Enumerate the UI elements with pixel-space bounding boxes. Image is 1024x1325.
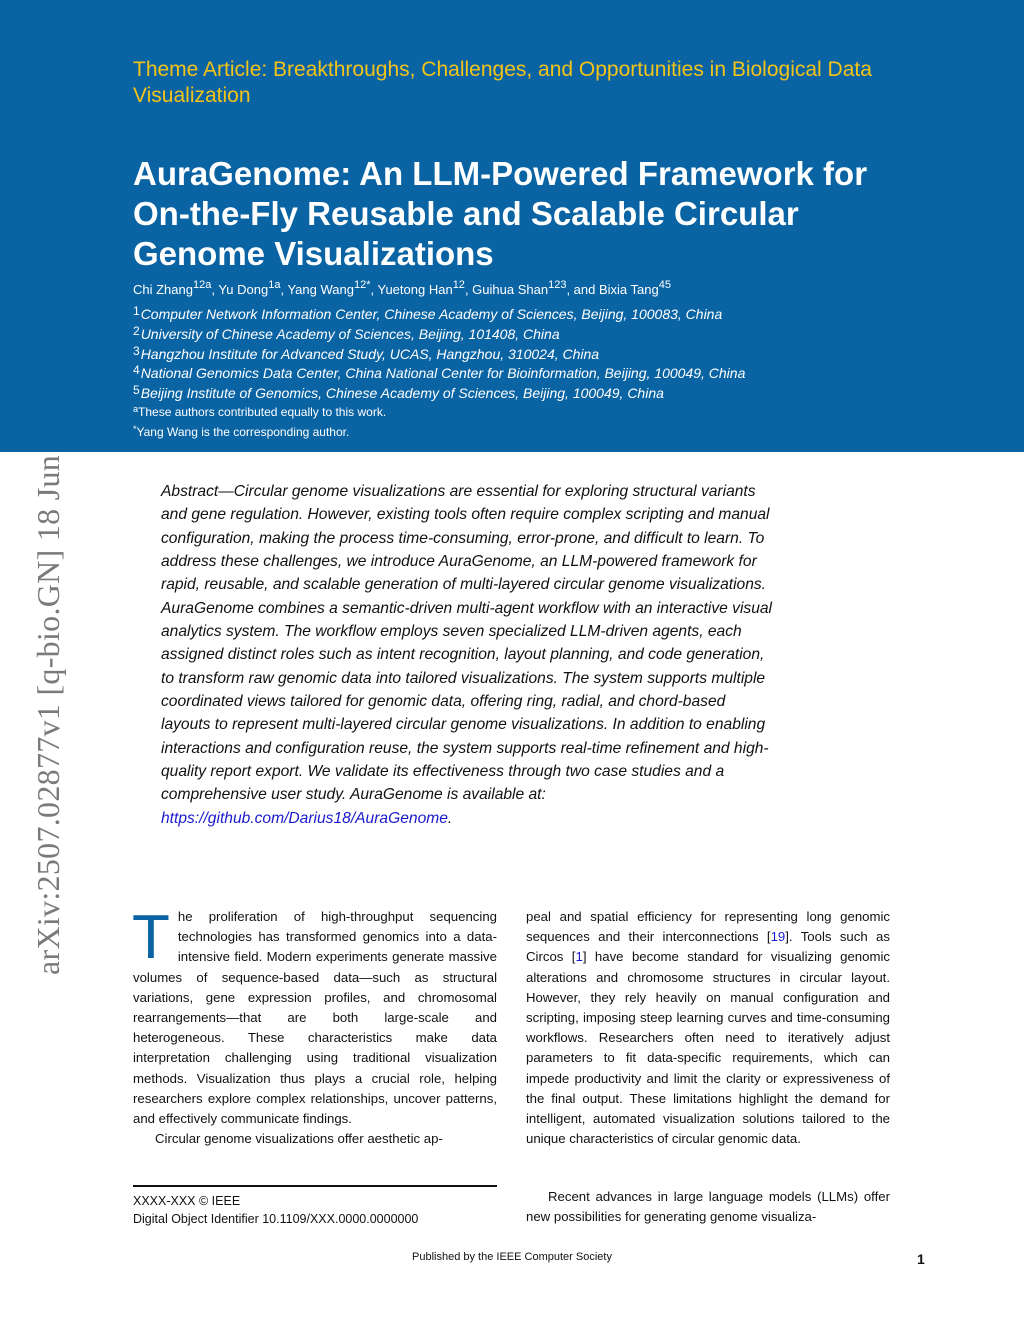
paragraph-text: he proliferation of high-throughput sequencing technologies has transformed genomics into a data-intensive field. Modern experiments generate massive volumes of sequence-based data—such as structural variations, gene expression profiles, and chromosomal rearrangements—that are both large-scale and heterogeneous. These characteristics make data interpretation challenging using traditional visualization methods. Visualization thus plays a crucial role, helping researchers explore complex relationships, uncover patterns, and effectively communicate findings. xyxy=(133,909,497,1127)
abstract-end: . xyxy=(447,809,453,827)
author-sup: 12* xyxy=(353,279,371,291)
citation-link[interactable]: 19 xyxy=(770,929,786,945)
author-sep: , xyxy=(211,282,219,297)
affiliation-text: National Genomics Data Center, China National Center for Bioinformation, Beijing, 100049, China xyxy=(140,365,746,382)
author-sep: , xyxy=(280,282,288,297)
affiliation-number: 3 xyxy=(133,343,140,358)
affiliation-number: 4 xyxy=(133,363,140,378)
github-link[interactable]: https://github.com/Darius18/AuraGenome xyxy=(161,809,448,827)
affiliation-number: 5 xyxy=(133,383,140,398)
arxiv-identifier: arXiv:2507.02877v1 [q-bio.GN] 18 Jun xyxy=(30,454,66,975)
affiliation xyxy=(133,382,953,402)
affiliation-text: Hangzhou Institute for Advanced Study, UCAS, Hangzhou, 310024, China xyxy=(140,345,600,362)
author-sup: 12 xyxy=(452,279,465,291)
citation-link[interactable]: 1 xyxy=(575,949,583,965)
affiliations xyxy=(133,303,953,402)
affiliation-text: Computer Network Information Center, Chinese Academy of Sciences, Beijing, 100083, China xyxy=(140,306,723,322)
footnote-rule xyxy=(133,1185,497,1187)
equal-contribution-note xyxy=(133,401,953,421)
copyright-block xyxy=(133,1192,418,1228)
author-sup: 1a xyxy=(268,279,281,291)
paragraph xyxy=(132,903,497,1129)
abstract xyxy=(161,480,777,830)
affiliation-text: Beijing Institute of Genomics, Chinese Academy of Sciences, Beijing, 100049, China xyxy=(140,385,664,402)
author-list xyxy=(133,279,953,298)
header-banner xyxy=(0,0,1024,452)
author-sep: , and xyxy=(566,282,599,297)
copyright-line: XXXX-XXX © IEEE xyxy=(133,1194,241,1208)
affiliation-number: 1 xyxy=(133,304,140,318)
affiliation xyxy=(133,323,953,343)
author-sep: , xyxy=(464,282,473,297)
paragraph-text: ] have become standard for visualizing genomic alterations and chromosome structures in circular layout. However, they rely heavily on manual configuration and scripting, imposing steep learning curves and time-consuming workflows. Researchers often need to iteratively adjust parameters to fit data-specific requirements, which can impede productivity and limit the clarity or expressiveness of the final output. These limitations highlight the demand for intelligent, automated visualization solutions tailored to the unique characteristics of circular genomic data. xyxy=(526,949,890,1147)
paragraph-text: peal and spatial efficiency for representing long genomic sequences and their interconnections [ xyxy=(526,909,890,945)
affiliation-number: 2 xyxy=(133,323,140,338)
corresponding-author-note xyxy=(133,421,953,441)
note-text: These authors contributed equally to this work. xyxy=(138,405,387,419)
affiliation-text: University of Chinese Academy of Sciences, Beijing, 101408, China xyxy=(140,325,560,342)
paragraph: Circular genome visualizations offer aesthetic ap- xyxy=(155,1131,443,1147)
author: Chi Zhang xyxy=(133,282,193,297)
affiliation xyxy=(133,362,953,382)
paragraph-text: ]. Tools such as Circos [ xyxy=(526,929,890,965)
body-column-left xyxy=(132,903,497,1149)
drop-cap: T xyxy=(132,903,170,972)
publisher-footer: Published by the IEEE Computer Society xyxy=(412,1251,612,1263)
paragraph xyxy=(526,907,890,1149)
author: Yuetong Han xyxy=(377,282,453,297)
affiliation xyxy=(133,343,953,363)
author-sep: , xyxy=(370,282,378,297)
body-column-right xyxy=(526,907,890,1149)
author-sup: 123 xyxy=(548,279,567,291)
note-text: Yang Wang is the corresponding author. xyxy=(136,425,350,439)
affiliation xyxy=(133,303,953,323)
paragraph: Recent advances in large language models (LLMs) offer new possibilities for generating genome visualiza- xyxy=(526,1189,890,1225)
author-sup: 45 xyxy=(658,279,671,291)
doi-line: Digital Object Identifier 10.1109/XXX.0000.0000000 xyxy=(133,1212,419,1226)
author: Bixia Tang xyxy=(598,282,659,297)
author: Guihua Shan xyxy=(472,282,549,297)
author-sup: 12a xyxy=(192,279,212,291)
page-number: 1 xyxy=(917,1251,925,1267)
paper-title: AuraGenome: An LLM-Powered Framework for On-the-Fly Reusable and Scalable Circular Genome Visualizations xyxy=(133,155,868,272)
author: Yu Dong xyxy=(218,282,269,297)
theme-line: Theme Article: Breakthroughs, Challenges, and Opportunities in Biological Data Visualization xyxy=(133,58,872,107)
abstract-text: Abstract—Circular genome visualizations are essential for exploring structural variants and gene regulation. However, existing tools often require complex scripting and manual configuration, making the process time-consuming, error-prone, and difficult to learn. To address these challenges, we introduce AuraGenome, an LLM-powered framework for rapid, reusable, and scalable generation of multi-layered circular genome visualizations. AuraGenome combines a semantic-driven multi-agent workflow with an interactive visual analytics system. The workflow employs seven specialized LLM-driven agents, each assigned distinct roles such as intent recognition, layout planning, and code generation, to transform raw genomic data into tailored visualizations. The system supports multiple coordinated views tailored for genomic data, offering ring, radial, and chord-based layouts to represent multi-layered circular genome visualizations. In addition to enabling interactions and configuration reuse, the system supports real-time refinement and high-quality report export. We validate its effectiveness through two case studies and a comprehensive user study. AuraGenome is available at: xyxy=(161,483,773,804)
note-mark: * xyxy=(133,424,137,434)
author-notes xyxy=(133,401,953,441)
note-mark: a xyxy=(133,404,139,414)
author: Yang Wang xyxy=(287,282,354,297)
